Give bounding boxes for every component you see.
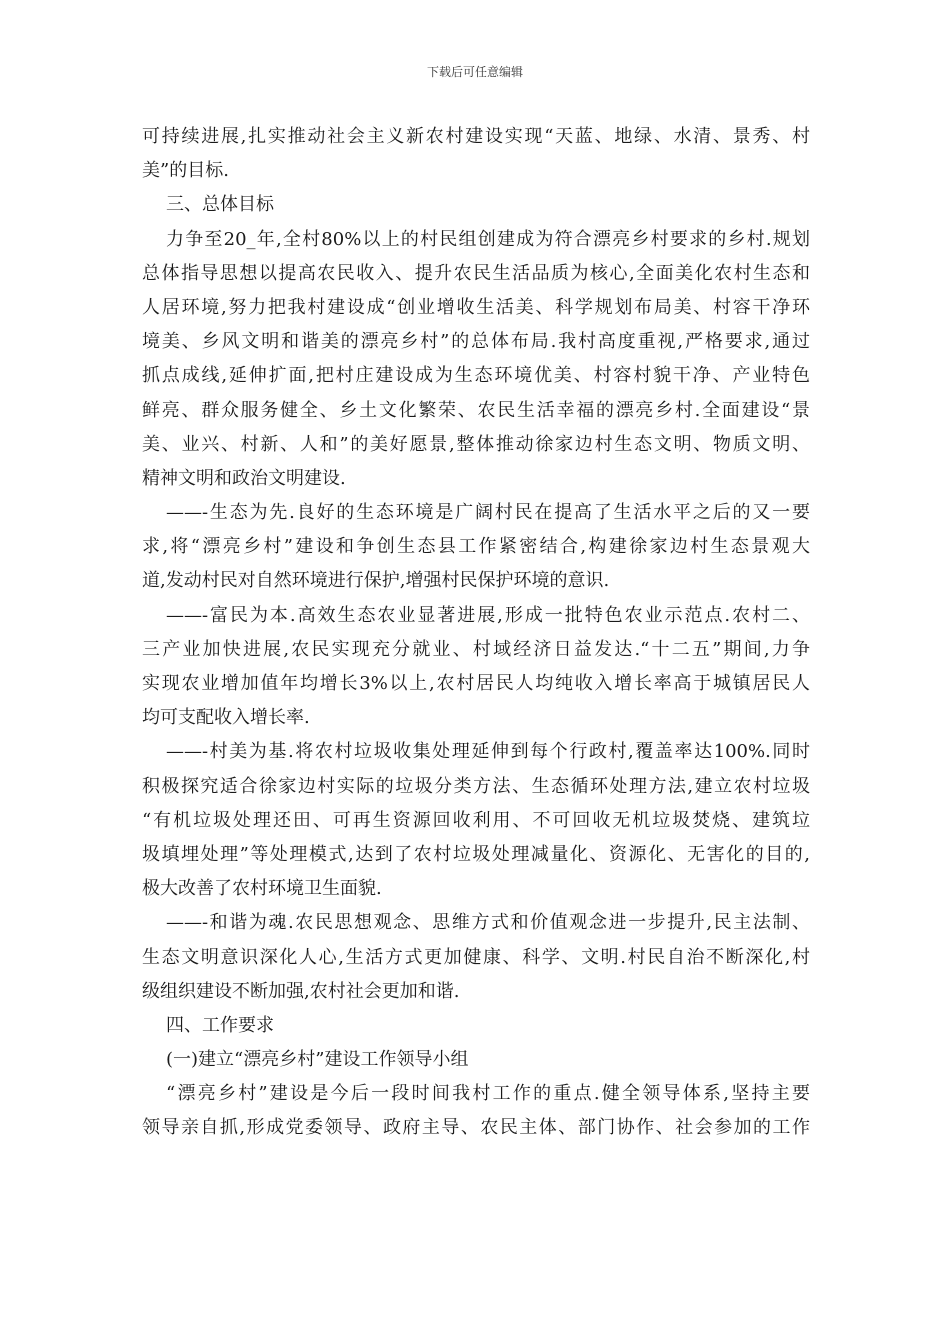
text-line: 力争至20_年,全村80%以上的村民组创建成为符合漂亮乡村要求的乡村.规划 bbox=[166, 228, 810, 250]
text-line: 领导亲自抓,形成党委领导、政府主导、农民主体、部门协作、社会参加的工作 bbox=[142, 1117, 810, 1139]
text-line: (一)建立“漂亮乡村”建设工作领导小组 bbox=[166, 1049, 469, 1071]
document-body bbox=[142, 120, 810, 1146]
text-line: 抓点成线,延伸扩面,把村庄建设成为生态环境优美、村容村貌干净、产业特色 bbox=[142, 365, 810, 387]
text-line: 可持续进展,扎实推动社会主义新农村建设实现“天蓝、地绿、水清、景秀、村 bbox=[142, 126, 810, 147]
text-line: 均可支配收入增长率. bbox=[142, 707, 310, 729]
text-line: “有机垃圾处理还田、可再生资源回收利用、不可回收无机垃圾焚烧、建筑垃 bbox=[142, 809, 810, 831]
text-line: 四、工作要求 bbox=[166, 1014, 274, 1036]
text-line: 人居环境,努力把我村建设成“创业增收生活美、科学规划布局美、村容干净环 bbox=[142, 296, 810, 318]
text-line: 精神文明和政治文明建设. bbox=[142, 467, 346, 489]
text-line: 美”的目标. bbox=[142, 160, 229, 182]
text-line: 实现农业增加值年均增长3%以上,农村居民人均纯收入增长率高于城镇居民人 bbox=[142, 673, 810, 694]
page-header: 下载后可任意编辑 bbox=[426, 65, 523, 79]
text-line: 生态文明意识深化人心,生活方式更加健康、科学、文明.村民自治不断深化,村 bbox=[142, 946, 810, 968]
text-line: 道,发动村民对自然环境进行保护,增强村民保护环境的意识. bbox=[142, 570, 610, 592]
text-line: ——-生态为先.良好的生态环境是广阔村民在提高了生活水平之后的又一要 bbox=[166, 502, 810, 524]
text-line: 积极探究适合徐家边村实际的垃圾分类方法、生态循环处理方法,建立农村垃圾 bbox=[142, 775, 810, 797]
text-line: 鲜亮、群众服务健全、乡土文化繁荣、农民生活幸福的漂亮乡村.全面建设“景 bbox=[142, 399, 810, 421]
text-line: 求,将“漂亮乡村”建设和争创生态县工作紧密结合,构建徐家边村生态景观大 bbox=[142, 536, 810, 558]
text-line: ——-村美为基.将农村垃圾收集处理延伸到每个行政村,覆盖率达100%.同时 bbox=[166, 741, 810, 763]
text-line: 境美、乡风文明和谐美的漂亮乡村”的总体布局.我村高度重视,严格要求,通过 bbox=[142, 331, 810, 353]
text-line: 极大改善了农村环境卫生面貌. bbox=[142, 878, 382, 900]
text-line: ——-和谐为魂.农民思想观念、思维方式和价值观念进一步提升,民主法制、 bbox=[166, 912, 810, 934]
text-line: 美、业兴、村新、人和”的美好愿景,整体推动徐家边村生态文明、物质文明、 bbox=[142, 433, 810, 455]
text-line: 三产业加快进展,农民实现充分就业、村域经济日益发达.“十二五”期间,力争 bbox=[142, 638, 810, 660]
text-line: ——-富民为本.高效生态农业显著进展,形成一批特色农业示范点.农村二、 bbox=[166, 604, 810, 626]
text-line: 级组织建设不断加强,农村社会更加和谐. bbox=[142, 980, 460, 1002]
text-line: 三、总体目标 bbox=[166, 194, 274, 216]
text-line: 圾填埋处理”等处理模式,达到了农村垃圾处理减量化、资源化、无害化的目的, bbox=[142, 843, 810, 865]
text-line: “漂亮乡村”建设是今后一段时间我村工作的重点.健全领导体系,坚持主要 bbox=[166, 1083, 810, 1105]
text-line: 总体指导思想以提高农民收入、提升农民生活品质为核心,全面美化农村生态和 bbox=[142, 262, 810, 284]
